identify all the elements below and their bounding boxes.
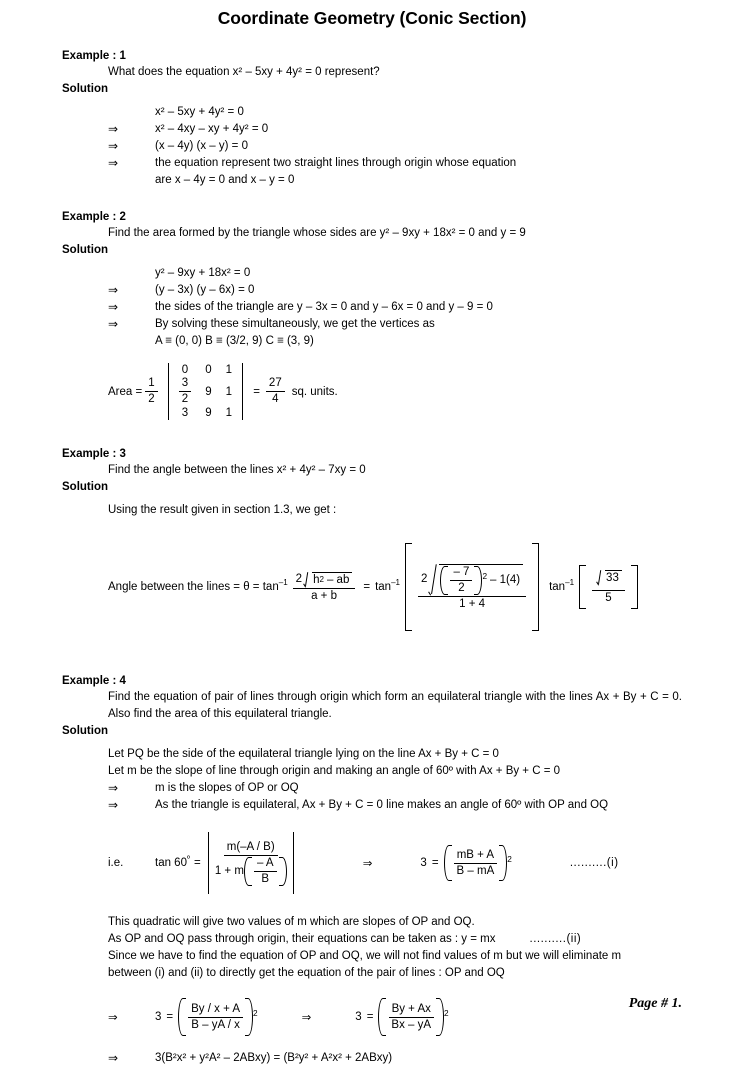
- step-text: are x – 4y = 0 and x – y = 0: [155, 174, 295, 186]
- final-a-numerator: By / x + A: [188, 1003, 243, 1018]
- inner-parenthesis-group: [440, 566, 482, 595]
- example-3-block: [62, 446, 682, 631]
- step-text: As the triangle is equilateral, Ax + By + C = 0 line makes an angle of 60º with OP and OQ: [155, 799, 609, 812]
- example-2-step: [108, 282, 682, 299]
- area-result-denominator: 4: [272, 393, 279, 406]
- area-units: sq. units.: [291, 385, 338, 398]
- final-a-value: 3: [155, 1011, 162, 1024]
- result-bracket-left: [579, 565, 586, 609]
- tan60-equation-ref: ..........(i): [569, 857, 619, 870]
- tan60-rhs-equals: =: [431, 857, 439, 870]
- example-2-solution-label: Solution: [62, 244, 108, 256]
- step-text: the sides of the triangle are y – 3x = 0 and y – 6x = 0 and y – 9 = 0: [155, 301, 493, 313]
- angle-fraction-1-denominator: a + b: [311, 589, 337, 602]
- example-1-step: [108, 155, 682, 172]
- example-2-heading: Example : 2: [62, 211, 126, 223]
- sqrt-radicand-2: [439, 564, 523, 595]
- determinant-matrix: [172, 363, 239, 420]
- example-4-question: Find the equation of pair of lines through origin which form an equilateral triangle with the lines Ax + By + C = 0. Also find the area of this equilateral triangle.: [108, 691, 682, 721]
- determinant-cell: 0: [181, 364, 189, 376]
- final-last-line-row: [108, 1050, 682, 1067]
- example-1-heading: Example : 1: [62, 50, 126, 62]
- determinant-row: [172, 406, 239, 420]
- tan60-degree-symbol: º: [186, 854, 190, 864]
- tan60-ie-label: i.e.: [108, 857, 124, 870]
- determinant-fraction: [179, 377, 191, 406]
- determinant-row: [172, 363, 239, 377]
- midline-ii-ref: ..........(ii): [529, 933, 582, 946]
- step-text: x² – 4xy – xy + 4y² = 0: [155, 123, 269, 135]
- sqrt-icon: [302, 572, 352, 587]
- tan60-den-lead: 1 + m: [214, 864, 244, 877]
- example-2-step: [108, 299, 682, 316]
- final-b-equals: =: [366, 1011, 374, 1024]
- area-determinant: [165, 363, 247, 420]
- result-radicand: 33: [605, 570, 622, 585]
- angle2-sqrt-coefficient: 2: [421, 572, 428, 585]
- paren-left: [444, 845, 452, 881]
- radicand-h: h: [313, 573, 320, 586]
- final-a-equals: =: [166, 1011, 174, 1024]
- example-2-step: [108, 265, 682, 282]
- page-title: Coordinate Geometry (Conic Section): [217, 8, 527, 28]
- determinant-cell-fraction: [172, 377, 198, 406]
- example-4-midline: between (i) and (ii) to directly get the equation of the pair of lines : OP and OQ: [108, 967, 505, 980]
- tan60-rhs-parenthesis: [444, 845, 508, 881]
- angle-result-denominator: 5: [605, 592, 612, 605]
- area-formula: [108, 363, 682, 420]
- tan60-fraction: [212, 841, 290, 887]
- example-1-step: [108, 172, 682, 189]
- angle-result-bracket: [579, 565, 638, 609]
- determinant-cell: 0: [205, 364, 212, 376]
- example-4-solution-label: Solution: [62, 725, 108, 738]
- angle-fraction-2: [418, 564, 526, 612]
- determinant-right-bar: [242, 363, 243, 420]
- area-half-numerator: 1: [145, 377, 157, 392]
- area-result-fraction: [266, 377, 285, 406]
- angle-formula-lead: [108, 578, 288, 594]
- step-arrow: ⇒: [108, 122, 119, 136]
- final-a-exponent: 2: [253, 1009, 258, 1019]
- tan60-den-parenthesis: [244, 857, 287, 886]
- determinant-fraction-denominator: 2: [181, 393, 189, 406]
- example-2-step: [108, 316, 682, 333]
- tan60-arrow: ⇒: [362, 858, 373, 871]
- document-body: [62, 48, 682, 1067]
- tan60-absolute-value: [205, 832, 297, 894]
- tan60-rhs-denominator: B – mA: [456, 864, 495, 877]
- example-3-solution-label: Solution: [62, 481, 108, 494]
- determinant-cell: 1: [225, 364, 233, 376]
- tan60-den-inner-denominator: B: [261, 873, 270, 886]
- inner-fraction: [450, 566, 472, 595]
- paren-right: [279, 857, 287, 886]
- example-4-midline-ii: [108, 931, 682, 948]
- angle-fraction-2-denominator: 1 + 4: [459, 598, 486, 611]
- angle-big-bracket: [405, 543, 539, 631]
- step-arrow: ⇒: [108, 283, 119, 297]
- example-4-midline: This quadratic will give two values of m which are slopes of OP and OQ.: [108, 916, 475, 929]
- example-3-intro: Using the result given in section 1.3, we get :: [108, 504, 337, 517]
- angle-equals-sign: =: [363, 581, 371, 594]
- angle-tan2-superscript: –1: [391, 578, 401, 588]
- example-1-block: [62, 48, 682, 189]
- example-1-step: [108, 104, 682, 121]
- angle-fraction-2-numerator: [418, 564, 526, 597]
- result-bracket-right: [631, 565, 638, 609]
- final-last-line: 3(B²x² + y²A² – 2ABxy) = (B²y² + A²x² + 2ABxy): [155, 1052, 393, 1065]
- determinant-row: [172, 377, 239, 406]
- determinant-cell: 1: [225, 407, 233, 420]
- area-half-denominator: 2: [148, 393, 155, 406]
- final-arrow-3: ⇒: [108, 1051, 119, 1066]
- angle-result-fraction: [592, 570, 625, 606]
- paren-right: [499, 845, 507, 881]
- angle-tan3-superscript: –1: [565, 578, 575, 588]
- paren-left: [244, 857, 252, 886]
- tan60-rhs-value: 3: [420, 857, 427, 870]
- example-3-heading: Example : 3: [62, 448, 126, 461]
- angle-lead-text: Angle between the lines = θ = tan: [108, 581, 279, 594]
- example-4-midline: Since we have to find the equation of OP and OQ, we will not find values of m but we will eliminate m: [108, 950, 622, 963]
- tan60-lhs-text: tan 60: [155, 857, 187, 870]
- area-result-numerator: 27: [266, 377, 285, 392]
- step-arrow: ⇒: [108, 139, 119, 153]
- sqrt-radicand: h 2 – ab: [312, 572, 352, 587]
- area-equals-sign: =: [253, 385, 260, 398]
- angle-result-numerator: [592, 570, 625, 591]
- step-text: x² – 5xy + 4y² = 0: [155, 106, 244, 118]
- angle-tan2: [375, 578, 401, 594]
- tan60-numerator: m(–A / B): [224, 841, 278, 856]
- step-arrow: ⇒: [108, 781, 119, 796]
- step-text: m is the slopes of OP or OQ: [155, 782, 299, 795]
- final-b-numerator: By + Ax: [389, 1003, 434, 1018]
- step-arrow: [108, 104, 155, 121]
- area-label: Area =: [108, 385, 143, 398]
- sqrt-icon: [595, 570, 622, 585]
- step-text: y² – 9xy + 18x² = 0: [155, 267, 251, 279]
- step-arrow: ⇒: [108, 317, 119, 331]
- example-1-solution-label: Solution: [62, 83, 108, 95]
- step-text: the equation represent two straight lines through origin whose equation: [155, 157, 517, 169]
- tan60-equals-sign: =: [193, 857, 201, 870]
- determinant-cell: 3: [181, 407, 189, 420]
- step-arrow: [108, 333, 155, 350]
- step-arrow: ⇒: [108, 156, 119, 170]
- example-2-block: [62, 209, 682, 420]
- step-text: A ≡ (0, 0) B ≡ (3/2, 9) C ≡ (3, 9): [155, 335, 314, 347]
- page-footer: Page # 1.: [628, 996, 682, 1011]
- inner-fraction-numerator: – 7: [450, 566, 472, 581]
- final-b-denominator: Bx – yA: [391, 1018, 432, 1031]
- angle-tan2-text: tan: [375, 581, 392, 594]
- step-text: (y – 3x) (y – 6x) = 0: [155, 284, 255, 296]
- example-4-preline: Let PQ be the side of the equilateral triangle lying on the line Ax + By + C = 0: [108, 748, 499, 761]
- inner-exponent: 2: [482, 571, 488, 581]
- tan60-rhs-numerator: mB + A: [454, 849, 497, 864]
- area-half-fraction: [145, 377, 157, 406]
- example-2-step: [108, 333, 682, 350]
- final-b-value: 3: [355, 1011, 362, 1024]
- example-4-step: [108, 780, 682, 797]
- tan60-formula: [108, 832, 682, 894]
- angle-fraction-1-numerator: [293, 572, 356, 589]
- final-arrow-2: ⇒: [301, 1012, 312, 1025]
- bracket-right: [532, 543, 539, 631]
- step-text: By solving these simultaneously, we get the vertices as: [155, 318, 435, 330]
- final-b-exponent: 2: [444, 1009, 449, 1019]
- bracket-left: [405, 543, 412, 631]
- angle-sqrt-coefficient: 2: [295, 572, 303, 585]
- step-arrow: ⇒: [108, 300, 119, 314]
- paren-right: [474, 566, 482, 595]
- example-3-question: Find the angle between the lines x² + 4y² – 7xy = 0: [108, 464, 366, 477]
- step-arrow: ⇒: [108, 798, 119, 813]
- example-2-question: Find the area formed by the triangle whose sides are y² – 9xy + 18x² = 0 and y = 9: [108, 227, 526, 239]
- example-1-step: [108, 121, 682, 138]
- step-text: (x – 4y) (x – y) = 0: [155, 140, 248, 152]
- sqrt-icon: [427, 564, 523, 595]
- tan60-den-inner-numerator: – A: [254, 857, 277, 872]
- abs-right-bar: [293, 832, 294, 894]
- tan60-den-inner-fraction: [254, 857, 277, 886]
- angle-tan3-text: tan: [549, 581, 566, 594]
- final-arrow-1: ⇒: [108, 1012, 118, 1025]
- step-arrow: [108, 265, 155, 282]
- angle-lead-superscript: –1: [278, 578, 288, 588]
- tan60-rhs-exponent: 2: [507, 855, 512, 865]
- determinant-left-bar: [168, 363, 169, 420]
- angle2-numerator-rest: – 1(4): [490, 573, 521, 586]
- example-4-heading: Example : 4: [62, 675, 126, 688]
- example-4-step: [108, 797, 682, 814]
- tan60-denominator: [212, 856, 290, 886]
- example-1-step: [108, 138, 682, 155]
- angle-fraction-1: [293, 572, 356, 603]
- angle-formula: [108, 543, 682, 631]
- midline-ii-text: As OP and OQ pass through origin, their equations can be taken as : y = mx: [108, 933, 496, 946]
- angle-tan3: [549, 578, 575, 594]
- example-4-preline: Let m be the slope of line through origin and making an angle of 60º with Ax + By + C = 0: [108, 765, 561, 778]
- determinant-cell: 1: [225, 385, 233, 398]
- step-arrow: [108, 172, 155, 189]
- determinant-cell: 9: [205, 385, 212, 398]
- example-1-question: What does the equation x² – 5xy + 4y² = 0 represent?: [108, 66, 380, 78]
- inner-fraction-denominator: 2: [458, 581, 465, 594]
- paren-left: [440, 566, 448, 595]
- determinant-fraction-numerator: 3: [179, 377, 191, 392]
- abs-left-bar: [208, 832, 209, 894]
- radicand-rest: – ab: [326, 573, 350, 586]
- determinant-cell: 9: [205, 407, 212, 420]
- tan60-rhs-fraction: [454, 849, 498, 878]
- tan60-lhs: [155, 854, 190, 870]
- final-a-denominator: B – yA / x: [191, 1018, 240, 1031]
